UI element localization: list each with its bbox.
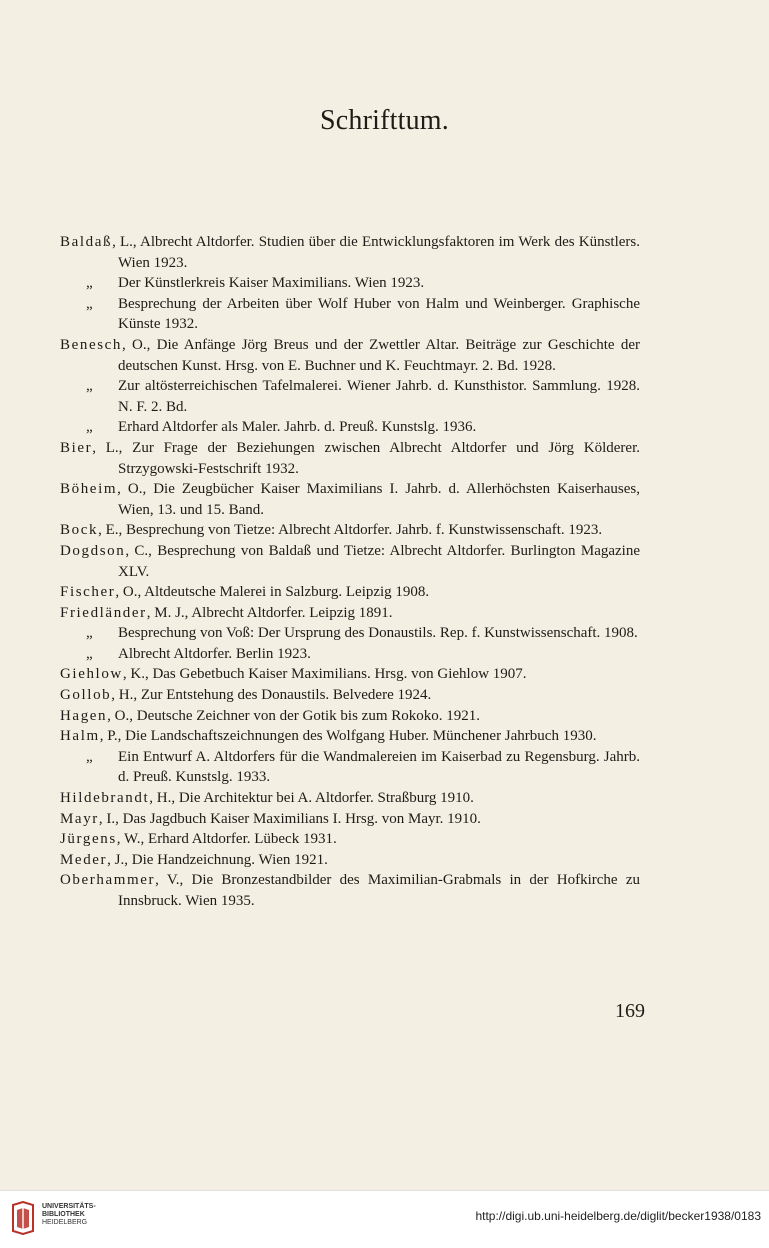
entry-text: , I., Das Jagdbuch Kaiser Maximilians I. Hrsg. von Mayr. 1910. [98,810,481,827]
library-logo-icon [10,1201,36,1235]
library-name-line: HEIDELBERG [42,1219,88,1226]
entry-author: Bier [60,439,93,456]
bibliography-entry [60,685,640,706]
entry-text: , O., Die Anfänge Jörg Breus und der Zwettler Altar. Beiträge zur Geschichte der deutschen Kunst. Hrsg. von E. Buchner und K. Feuchtmayr. 2. Bd. 1928. [118,336,640,374]
bibliography-entry [60,541,640,582]
bibliography-entry [60,582,640,603]
bibliography-entry [60,376,640,417]
ditto-mark: „ [86,748,93,765]
entry-author: Hagen [60,707,108,724]
bibliography-entry [60,644,640,665]
ditto-mark: „ [86,295,93,312]
entry-author: Jürgens [60,831,117,848]
bibliography-entry [60,809,640,830]
bibliography-entry [60,726,640,747]
entry-text: , O., Die Zeugbücher Kaiser Maximilians I. Jahrb. d. Allerhöchsten Kaiserhauses, Wien, 13. und 15. Band. [117,481,640,518]
entry-author: Benesch [60,336,123,353]
bibliography-entry [60,479,640,520]
bibliography-entry [60,788,640,809]
entry-text: , H., Zur Entstehung des Donaustils. Belvedere 1924. [111,687,432,704]
library-name-line: UNIVERSITÄTS- [42,1203,96,1210]
entry-text: Der Künstlerkreis Kaiser Maximilians. Wien 1923. [118,275,425,292]
bibliography-entry [60,747,640,788]
footer-bar [0,1190,769,1248]
bibliography-entry [60,850,640,871]
entry-author: Halm [60,728,100,745]
entry-text: , M. J., Albrecht Altdorfer. Leipzig 1891. [146,604,393,621]
ditto-mark: „ [86,645,93,662]
page-title: Schrifttum. [320,105,449,136]
entry-author: Baldaß [60,234,113,250]
entry-text: Zur altösterreichischen Tafelmalerei. Wiener Jahrb. d. Kunsthistor. Sammlung. 1928. N. F. 2. Bd. [118,378,640,415]
bibliography-entry [60,417,640,438]
entry-text: Erhard Altdorfer als Maler. Jahrb. d. Preuß. Kunstslg. 1936. [118,419,477,436]
entry-author: Friedländer [60,604,147,621]
bibliography-entry [60,870,640,911]
bibliography-entry [60,664,640,685]
bibliography-entry [60,603,640,624]
bibliography-entry [60,706,640,727]
entry-author: Böheim [60,481,118,498]
library-name-line: BIBLIOTHEK [42,1211,85,1218]
entry-text: , C., Besprechung von Baldaß und Tietze: Albrecht Altdorfer. Burlington Magazine XLV. [118,542,640,580]
ditto-mark: „ [86,275,93,292]
bibliography-entry [60,294,640,335]
entry-text: , O., Altdeutsche Malerei in Salzburg. Leipzig 1908. [115,584,430,601]
entry-author: Fischer [60,584,116,601]
entry-text: Besprechung der Arbeiten über Wolf Huber von Halm und Weinberger. Graphische Künste 1932. [118,295,640,333]
source-url-link[interactable]: http://digi.ub.uni-heidelberg.de/diglit/becker1938/0183 [475,1209,761,1223]
ditto-mark: „ [86,378,93,395]
bibliography-entry [60,232,640,273]
entry-text: , L., Zur Frage der Beziehungen zwischen Albrecht Altdorfer und Jörg Kölderer. Strzygowski-Festschrift 1932. [92,439,640,477]
ditto-mark: „ [86,419,93,436]
bibliography-entry [60,520,640,541]
page-number: 169 [615,1000,645,1022]
entry-text: , O., Deutsche Zeichner von der Gotik bis zum Rokoko. 1921. [107,707,481,724]
entry-author: Oberhammer [60,872,156,889]
entry-text: Besprechung von Voß: Der Ursprung des Donaustils. Rep. f. Kunstwissenschaft. 1908. [118,625,638,642]
entry-text: , E., Besprechung von Tietze: Albrecht Altdorfer. Jahrb. f. Kunstwissenschaft. 1923. [98,522,603,539]
entry-text: Ein Entwurf A. Altdorfers für die Wandmalereien im Kaiserbad zu Regensburg. Jahrb. d. Preuß. Kunstslg. 1933. [118,748,640,786]
entry-author: Giehlow [60,666,123,683]
entry-author: Meder [60,851,108,868]
entry-text: , L., Albrecht Altdorfer. Studien über die Entwicklungsfaktoren im Werk des Künstlers. Wien 1923. [112,234,640,271]
bibliography-list [60,232,640,912]
bibliography-entry [60,438,640,479]
entry-author: Mayr [60,810,99,827]
bibliography-entry [60,273,640,294]
entry-text: , V., Die Bronzestandbilder des Maximilian-Grabmals in der Hofkirche zu Innsbruck. Wien 1935. [118,872,640,909]
entry-text: , W., Erhard Altdorfer. Lübeck 1931. [116,831,337,848]
entry-text: , K., Das Gebetbuch Kaiser Maximilians. Hrsg. von Giehlow 1907. [122,666,527,683]
bibliography-entry [60,623,640,644]
entry-text: , J., Die Handzeichnung. Wien 1921. [107,851,328,868]
entry-author: Gollob [60,687,112,704]
library-name [42,1203,96,1227]
entry-author: Hildebrandt [60,790,150,807]
ditto-mark: „ [86,625,93,642]
entry-author: Dogdson [60,542,126,559]
entry-text: , H., Die Architektur bei A. Altdorfer. Straßburg 1910. [149,790,474,807]
entry-author: Bock [60,522,99,539]
entry-text: Albrecht Altdorfer. Berlin 1923. [118,645,311,662]
bibliography-entry [60,335,640,376]
entry-text: , P., Die Landschaftszeichnungen des Wolfgang Huber. Münchener Jahrbuch 1930. [99,728,597,745]
bibliography-entry [60,829,640,850]
